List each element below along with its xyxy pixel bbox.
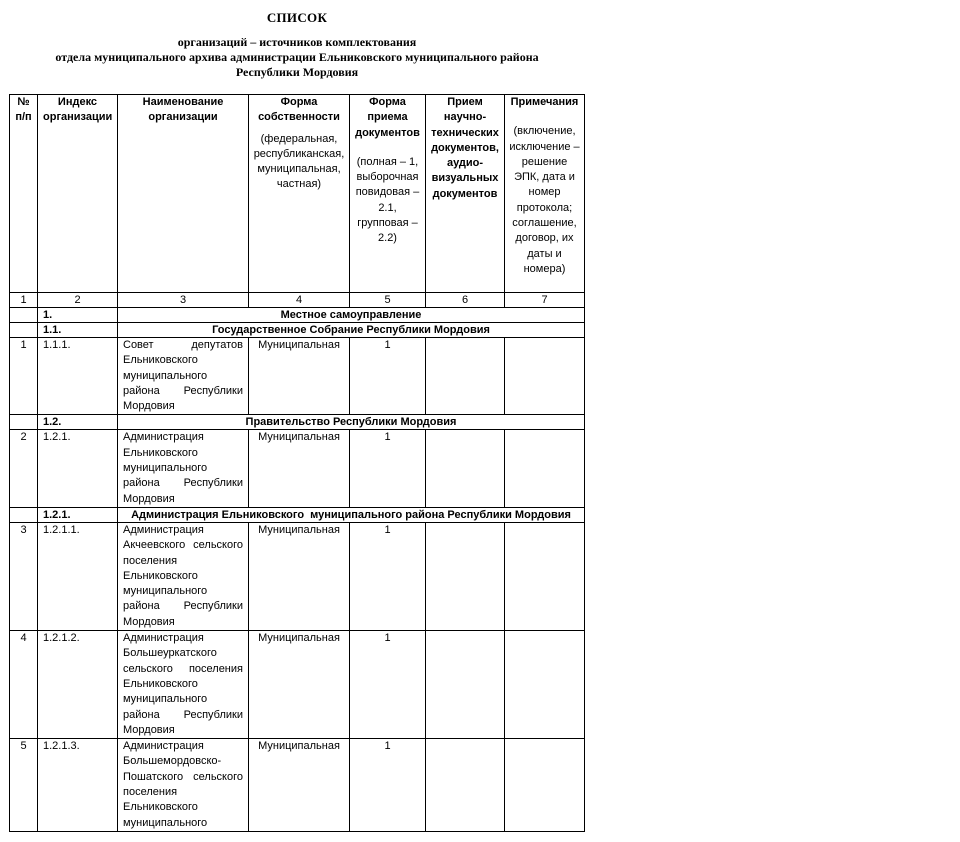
column-number: 1: [10, 293, 38, 308]
row-nt-docs: [426, 739, 505, 832]
row-nt-docs: [426, 338, 505, 415]
organizations-table: [9, 94, 585, 832]
row-name: Администрация Большемордовско-Пошатского сельского поселения Ельниковского муниципального: [118, 739, 249, 832]
column-number: 4: [249, 293, 350, 308]
row-form: 1: [350, 430, 426, 507]
column-number: 7: [505, 293, 585, 308]
section-row: [10, 507, 585, 522]
table-header-row: [10, 95, 585, 293]
column-number: 2: [38, 293, 118, 308]
header-nt-docs: Прием научно-технических документов, аудио-визуальных документов: [426, 95, 505, 293]
section-index: 1.2.1.: [38, 507, 118, 522]
row-ownership: Муниципальная: [249, 338, 350, 415]
row-form: 1: [350, 522, 426, 630]
subtitle-line: отдела муниципального архива администрации Ельниковского муниципального района: [55, 50, 539, 64]
column-number-row: [10, 293, 585, 308]
row-index: 1.2.1.: [38, 430, 118, 507]
row-nt-docs: [426, 522, 505, 630]
table-row: [10, 522, 585, 630]
section-title: Администрация Ельниковского муниципального района Республики Мордовия: [118, 507, 585, 522]
document-subtitle: [0, 35, 594, 80]
section-index: 1.: [38, 308, 118, 323]
column-number: 5: [350, 293, 426, 308]
row-index: 1.2.1.1.: [38, 522, 118, 630]
column-number: 3: [118, 293, 249, 308]
row-ownership: Муниципальная: [249, 522, 350, 630]
row-name: Администрация Большеуркатского сельского поселения Ельниковского муниципального района Республики Мордовия: [118, 631, 249, 739]
section-index: 1.1.: [38, 323, 118, 338]
row-ownership: Муниципальная: [249, 631, 350, 739]
table-row: [10, 631, 585, 739]
row-nt-docs: [426, 631, 505, 739]
column-number: 6: [426, 293, 505, 308]
row-number: 3: [10, 522, 38, 630]
row-notes: [505, 631, 585, 739]
row-nt-docs: [426, 430, 505, 507]
row-form: 1: [350, 631, 426, 739]
row-number: 5: [10, 739, 38, 832]
row-form: 1: [350, 338, 426, 415]
header-name: Наименование организации: [118, 95, 249, 293]
section-title: Правительство Республики Мордовия: [118, 415, 585, 430]
row-index: 1.2.1.3.: [38, 739, 118, 832]
section-row: [10, 308, 585, 323]
row-notes: [505, 338, 585, 415]
table-row: [10, 739, 585, 832]
row-ownership: Муниципальная: [249, 430, 350, 507]
row-number: 1: [10, 338, 38, 415]
table-row: [10, 338, 585, 415]
header-index: Индекс организации: [38, 95, 118, 293]
row-notes: [505, 739, 585, 832]
section-row: [10, 415, 585, 430]
row-number: 2: [10, 430, 38, 507]
subtitle-line: организаций – источников комплектования: [177, 35, 417, 49]
section-title: Государственное Собрание Республики Мордовия: [118, 323, 585, 338]
row-number: 4: [10, 631, 38, 739]
header-notes: Примечания (включение, исключение – решение ЭПК, дата и номер протокола; соглашение, договор, их даты и номера): [505, 95, 585, 293]
subtitle-line: Республики Мордовия: [235, 65, 359, 79]
table-row: [10, 430, 585, 507]
section-index: 1.2.: [38, 415, 118, 430]
row-name: Администрация Ельниковского муниципального района Республики Мордовия: [118, 430, 249, 507]
row-notes: [505, 522, 585, 630]
section-row: [10, 323, 585, 338]
document-title: СПИСОК: [266, 10, 328, 25]
row-index: 1.2.1.2.: [38, 631, 118, 739]
header-form: Форма приема документов (полная – 1, выборочная повидовая – 2.1, групповая – 2.2): [350, 95, 426, 293]
row-index: 1.1.1.: [38, 338, 118, 415]
header-ownership: Форма собственности (федеральная, республиканская, муниципальная, частная): [249, 95, 350, 293]
header-number: № п/п: [10, 95, 38, 293]
header-notes-note: (включение, исключение – решение ЭПК, дата и номер протокола; соглашение, договор, их даты и номера): [509, 125, 580, 275]
row-notes: [505, 430, 585, 507]
row-name: Совет депутатов Ельниковского муниципального района Республики Мордовия: [118, 338, 249, 415]
row-form: 1: [350, 739, 426, 832]
section-title: Местное самоуправление: [118, 308, 585, 323]
header-form-note: (полная – 1, выборочная повидовая – 2.1, групповая – 2.2): [355, 155, 420, 245]
header-ownership-note: (федеральная, республиканская, муниципальная, частная): [253, 132, 345, 191]
row-name: Администрация Акчеевского сельского поселения Ельниковского муниципального района Республики Мордовия: [118, 522, 249, 630]
row-ownership: Муниципальная: [249, 739, 350, 832]
